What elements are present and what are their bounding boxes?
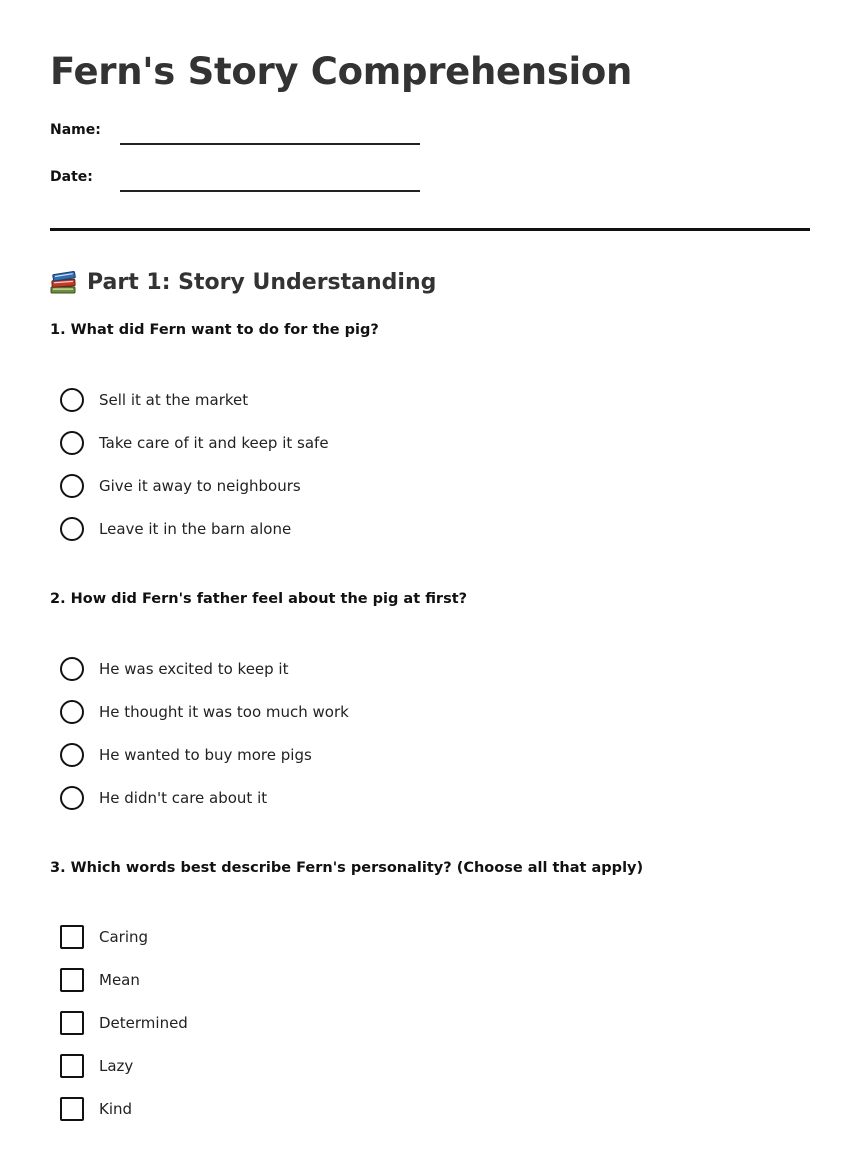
page-title: Fern's Story Comprehension — [50, 50, 633, 93]
option-label: Caring — [99, 928, 149, 946]
name-field-row — [50, 120, 470, 150]
radio-button[interactable] — [60, 786, 84, 810]
radio-button[interactable] — [60, 431, 84, 455]
option-checkbox[interactable] — [60, 967, 140, 993]
question-text: 3. Which words best describe Fern's personality? (Choose all that apply) — [50, 860, 644, 876]
header-divider — [50, 228, 810, 231]
checkbox[interactable] — [60, 1097, 84, 1121]
option-radio[interactable] — [60, 785, 267, 811]
option-label: He didn't care about it — [99, 789, 268, 807]
option-checkbox[interactable] — [60, 1096, 132, 1122]
date-field[interactable] — [120, 190, 420, 192]
option-label: Lazy — [99, 1057, 134, 1075]
radio-button[interactable] — [60, 700, 84, 724]
option-radio[interactable] — [60, 742, 312, 768]
radio-button[interactable] — [60, 517, 84, 541]
option-radio[interactable] — [60, 656, 289, 682]
date-label: Date: — [50, 169, 93, 185]
name-label: Name: — [50, 122, 101, 138]
question-text: 2. How did Fern's father feel about the pig at first? — [50, 591, 468, 607]
question-2 — [50, 591, 810, 807]
radio-button[interactable] — [60, 388, 84, 412]
checkbox[interactable] — [60, 968, 84, 992]
question-3 — [50, 860, 810, 1118]
option-radio[interactable] — [60, 699, 349, 725]
option-radio[interactable] — [60, 516, 291, 542]
option-radio[interactable] — [60, 430, 329, 456]
option-label: Sell it at the market — [99, 391, 249, 409]
radio-button[interactable] — [60, 474, 84, 498]
radio-button[interactable] — [60, 743, 84, 767]
radio-button[interactable] — [60, 657, 84, 681]
option-checkbox[interactable] — [60, 924, 148, 950]
option-label: Kind — [99, 1100, 133, 1118]
option-label: He thought it was too much work — [99, 703, 349, 721]
option-checkbox[interactable] — [60, 1010, 188, 1036]
date-field-row — [50, 167, 470, 197]
option-checkbox[interactable] — [60, 1053, 133, 1079]
option-label: He wanted to buy more pigs — [99, 746, 312, 764]
option-label: Take care of it and keep it safe — [99, 434, 329, 452]
option-radio[interactable] — [60, 387, 248, 413]
question-text: 1. What did Fern want to do for the pig? — [50, 322, 379, 338]
question-1 — [50, 322, 810, 538]
option-label: He was excited to keep it — [99, 660, 289, 678]
books-icon — [50, 269, 78, 295]
checkbox[interactable] — [60, 925, 84, 949]
checkbox[interactable] — [60, 1011, 84, 1035]
option-label: Determined — [99, 1014, 188, 1032]
option-label: Leave it in the barn alone — [99, 520, 292, 538]
option-radio[interactable] — [60, 473, 301, 499]
checkbox[interactable] — [60, 1054, 84, 1078]
option-label: Give it away to neighbours — [99, 477, 301, 495]
name-field[interactable] — [120, 143, 420, 145]
section-title: Part 1: Story Understanding — [87, 269, 437, 295]
section-heading — [50, 266, 436, 298]
option-label: Mean — [99, 971, 140, 989]
